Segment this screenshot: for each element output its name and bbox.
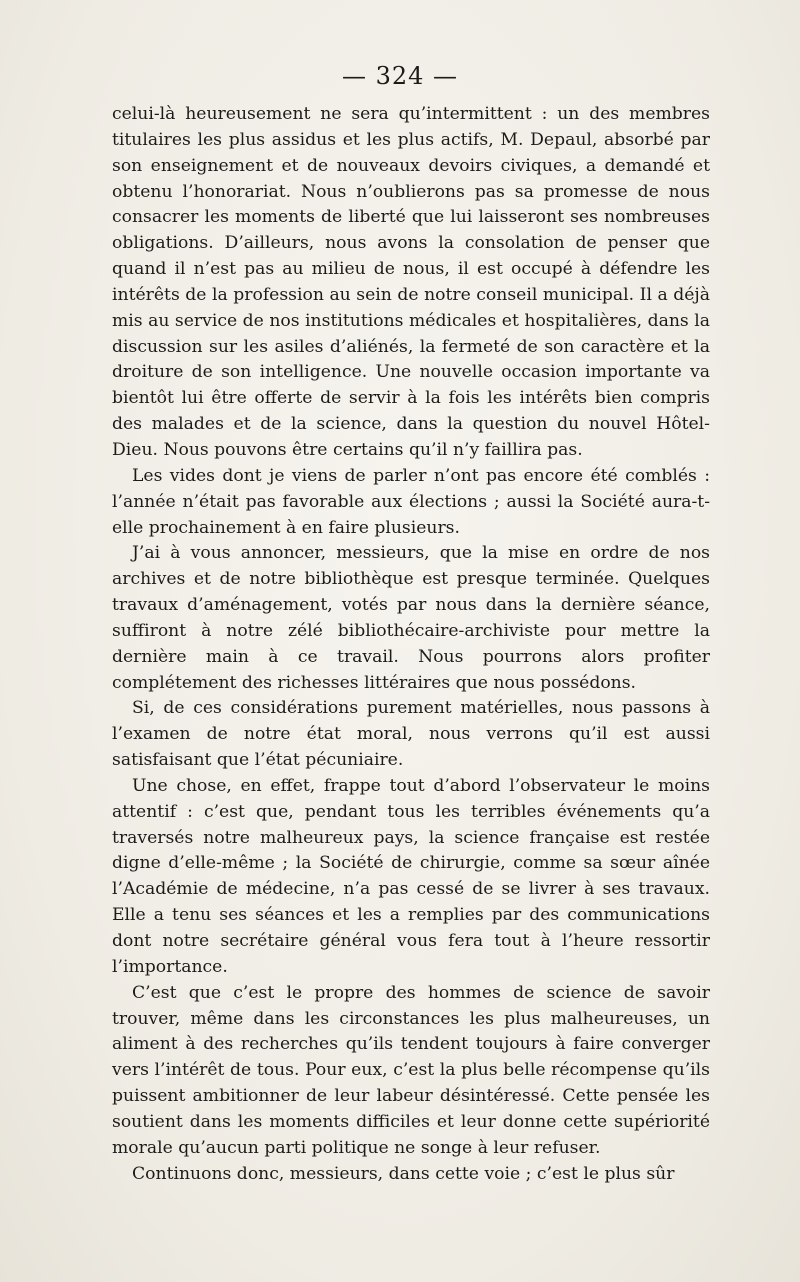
page-number: — 324 — — [341, 62, 459, 90]
paragraph: Les vides dont je viens de parler n’ont pas encore été comblés : l’année n’était pas favorable aux élections ; aussi la Société aura-t-elle prochainement à en faire plusieurs. — [112, 465, 710, 538]
paragraph: celui-là heureusement ne sera qu’intermittent : un des membres titulaires les plus assidus et les plus actifs, M. Depaul, absorbé par son enseignement et de nouveaux devoirs civiques, a demandé et obtenu l’honorariat. Nous n’oublierons pas sa promesse de nous consacrer les moments de liberté que lui laisseront ses nombreuses obligations. D’ailleurs, nous avons la consolation de penser que quand il n’est pas au milieu de nous, il est occupé à défendre les intérêts de la profession au sein de notre conseil municipal. Il a déjà mis au service de nos institutions médicales et hospitalières, dans la discussion sur les asiles d’aliénés, la fermeté de son caractère et la droiture de son intelligence. Une nouvelle occasion importante va bientôt lui être offerte de servir à la fois les intérêts bien compris des malades et de la science, dans la question du nouvel Hôtel-Dieu. Nous pouvons être certains qu’il n’y faillira pas. — [112, 104, 710, 460]
body-text — [112, 102, 710, 1187]
paragraph: Si, de ces considérations purement matérielles, nous passons à l’examen de notre état moral, nous verrons qu’il est aussi satisfaisant que l’état pécuniaire. — [112, 698, 710, 771]
paragraph: C’est que c’est le propre des hommes de science de savoir trouver, même dans les circonstances les plus malheureuses, un aliment à des recherches qu’ils tendent toujours à faire converger vers l’intérêt de tous. Pour eux, c’est la plus belle récompense qu’ils puissent ambitionner de leur labeur désintéressé. Cette pensée les soutient dans les moments difficiles et leur donne cette supériorité morale qu’aucun parti politique ne songe à leur refuser. — [112, 982, 710, 1158]
paragraph: Une chose, en effet, frappe tout d’abord l’observateur le moins attentif : c’est que, pendant tous les terribles événements qu’a traversés notre malheureux pays, la science française est restée digne d’elle-même ; la Société de chirurgie, comme sa sœur aînée l’Académie de médecine, n’a pas cessé de se livrer à ses travaux. Elle a tenu ses séances et les a remplies par des communications dont notre secrétaire général vous fera tout à l’heure ressortir l’importance. — [112, 775, 710, 977]
paragraph: J’ai à vous annoncer, messieurs, que la mise en ordre de nos archives et de notre bibliothèque est presque terminée. Quelques travaux d’aménagement, votés par nous dans la dernière séance, suffiront à notre zélé bibliothécaire-archiviste pour mettre la dernière main à ce travail. Nous pourrons alors profiter complétement des richesses littéraires que nous possédons. — [112, 543, 710, 693]
paragraph: Continuons donc, messieurs, dans cette voie ; c’est le plus sûr — [132, 1163, 675, 1184]
